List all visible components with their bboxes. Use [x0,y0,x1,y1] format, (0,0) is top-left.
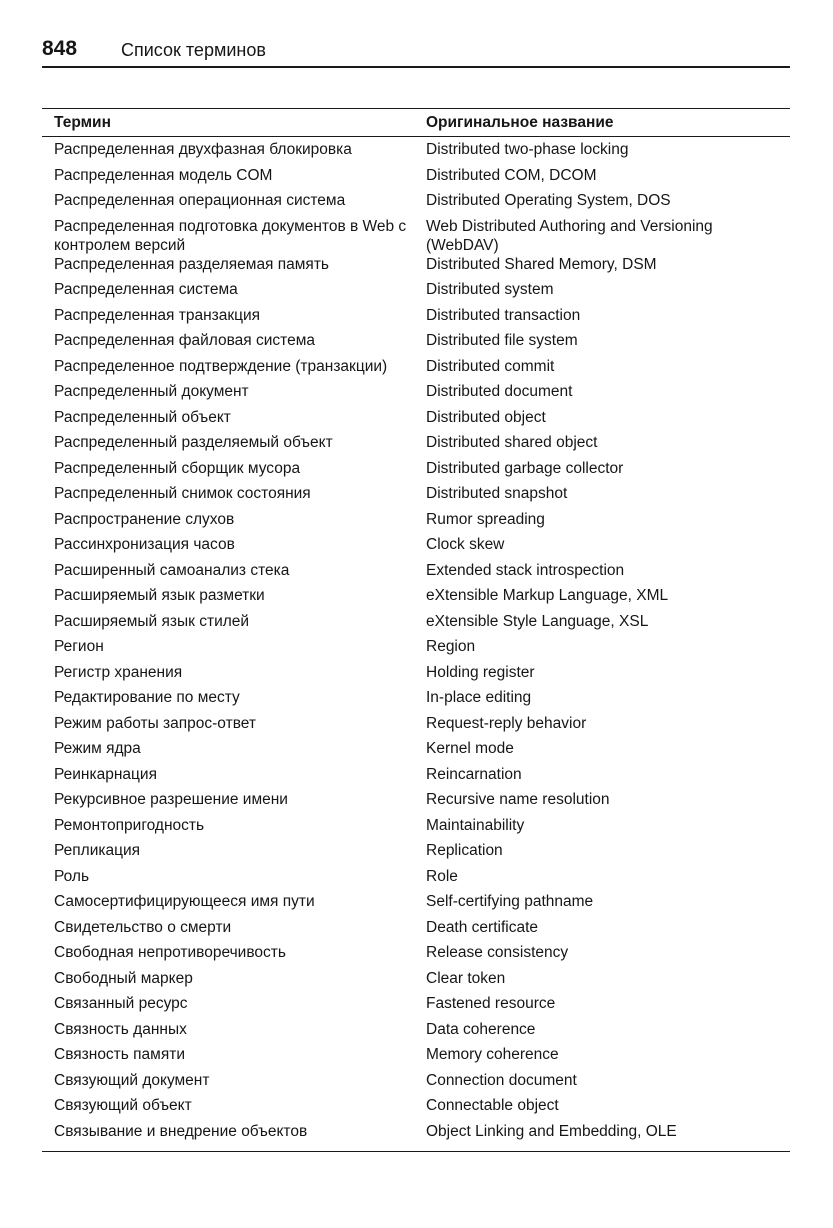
table-row [42,918,790,944]
original-name-cell: Distributed snapshot [426,485,568,502]
original-name-cell: Release consistency [426,944,569,961]
term-cell: Связующий документ [54,1071,210,1089]
table-row [42,663,790,689]
term-cell: Распространение слухов [54,510,235,528]
table-row [42,994,790,1020]
original-name-cell: Distributed Operating System, DOS [426,192,671,209]
term-cell: Связность памяти [54,1046,185,1063]
original-name-cell: Object Linking and Embedding, OLE [426,1122,677,1140]
original-name-cell: eXtensible Markup Language, XML [426,587,669,604]
original-name-cell: Distributed transaction [426,306,581,324]
table-row [42,1071,790,1097]
table-row [42,306,790,332]
table-row [42,612,790,638]
term-cell: Регистр хранения [54,663,183,681]
original-name-cell: Clear token [426,969,506,987]
original-name-cell: Memory coherence [426,1046,559,1063]
table-row [42,765,790,791]
table-row [42,217,790,255]
table-row [42,535,790,561]
original-name-cell: Self-certifying pathname [426,893,594,910]
original-name-cell: Request-reply behavior [426,714,587,732]
term-cell: Рассинхронизация часов [54,536,235,553]
column-header-original: Оригинальное название [426,113,614,131]
term-cell: Распределенное подтверждение (транзакции) [54,357,388,375]
original-name-cell: Clock skew [426,536,505,553]
term-cell: Режим работы запрос-ответ [54,714,256,732]
table-row [42,255,790,281]
term-cell: Роль [54,867,90,885]
terms-table [42,108,790,1152]
original-name-cell: Distributed two-phase locking [426,141,629,158]
original-name-cell: Distributed garbage collector [426,459,624,477]
original-name-cell: Data coherence [426,1020,536,1038]
table-row [42,382,790,408]
table-row [42,1045,790,1071]
table-row [42,688,790,714]
original-name-cell: Recursive name resolution [426,791,610,808]
column-header-term: Термин [54,113,111,131]
term-cell: Распределенный сборщик мусора [54,459,301,477]
term-cell: Распределенная файловая система [54,332,315,349]
table-row [42,586,790,612]
running-title: Список терминов [121,40,266,60]
page-number: 848 [42,37,78,60]
table-row [42,969,790,995]
term-cell: Распределенная система [54,281,238,298]
table-row [42,739,790,765]
table-row [42,637,790,663]
table-row [42,714,790,740]
term-cell: Распределенный объект [54,408,231,426]
original-name-cell: Distributed object [426,408,546,426]
page-header [42,36,790,68]
term-cell: Реинкарнация [54,765,157,783]
table-row [42,510,790,536]
term-cell: Связывание и внедрение объектов [54,1122,308,1140]
term-cell: Расширяемый язык разметки [54,587,265,604]
term-cell: Распределенный разделяемый объект [54,434,333,451]
term-cell: Свободный маркер [54,969,193,987]
original-name-cell: Distributed commit [426,357,555,375]
table-header [42,109,790,137]
term-cell: Ремонтопригодность [54,816,205,834]
table-row [42,484,790,510]
table-row [42,140,790,166]
original-name-cell: Distributed document [426,383,573,400]
original-name-cell: Fastened resource [426,995,556,1012]
table-row [42,790,790,816]
term-cell: Связующий объект [54,1097,192,1114]
original-name-cell: Extended stack introspection [426,561,625,579]
term-cell: Распределенная двухфазная блокировка [54,141,352,158]
term-cell: Рекурсивное разрешение имени [54,791,288,808]
original-name-cell: Maintainability [426,816,525,834]
original-name-cell: Connection document [426,1071,577,1089]
original-name-cell: Replication [426,842,503,859]
term-cell: Редактирование по месту [54,689,240,706]
term-cell: Связность данных [54,1020,187,1038]
term-cell: Распределенный снимок состояния [54,485,311,502]
term-cell: Распределенная разделяемая память [54,255,329,273]
table-row [42,1096,790,1122]
term-cell: Расширяемый язык стилей [54,612,250,630]
original-name-cell: Distributed system [426,281,554,298]
table-row [42,892,790,918]
original-name-cell: Role [426,867,458,885]
original-name-cell: Rumor spreading [426,510,545,528]
table-row [42,357,790,383]
original-name-cell: Reincarnation [426,765,522,783]
term-cell: Регион [54,638,104,655]
table-row [42,280,790,306]
term-cell: Репликация [54,842,141,859]
original-name-cell: eXtensible Style Language, XSL [426,612,649,630]
term-cell: Свидетельство о смерти [54,918,232,936]
original-name-cell: In-place editing [426,689,532,706]
original-name-cell: Distributed file system [426,332,578,349]
original-name-cell: Death certificate [426,918,538,936]
table-row [42,561,790,587]
table-row [42,816,790,842]
term-cell: Связанный ресурс [54,995,188,1012]
term-cell: Распределенная подготовка документов в Web с контролем версий [54,217,407,254]
table-body [42,137,790,1151]
table-row [42,433,790,459]
table-row [42,191,790,217]
table-row [42,166,790,192]
original-name-cell: Kernel mode [426,740,514,757]
table-row [42,331,790,357]
term-cell: Распределенная модель COM [54,166,273,184]
table-row [42,867,790,893]
table-row [42,1122,790,1148]
original-name-cell: Holding register [426,663,535,681]
term-cell: Свободная непротиворечивость [54,944,286,961]
table-row [42,1020,790,1046]
original-name-cell: Distributed Shared Memory, DSM [426,255,657,273]
term-cell: Режим ядра [54,740,141,757]
original-name-cell: Web Distributed Authoring and Versioning (WebDAV) [426,217,713,254]
original-name-cell: Connectable object [426,1097,559,1114]
table-row [42,408,790,434]
term-cell: Самосертифицирующееся имя пути [54,893,315,910]
original-name-cell: Distributed shared object [426,434,598,451]
term-cell: Распределенный документ [54,383,249,400]
term-cell: Расширенный самоанализ стека [54,561,290,579]
original-name-cell: Region [426,638,476,655]
original-name-cell: Distributed COM, DCOM [426,166,597,184]
term-cell: Распределенная транзакция [54,306,261,324]
term-cell: Распределенная операционная система [54,192,346,209]
table-row [42,459,790,485]
table-row [42,943,790,969]
table-row [42,841,790,867]
